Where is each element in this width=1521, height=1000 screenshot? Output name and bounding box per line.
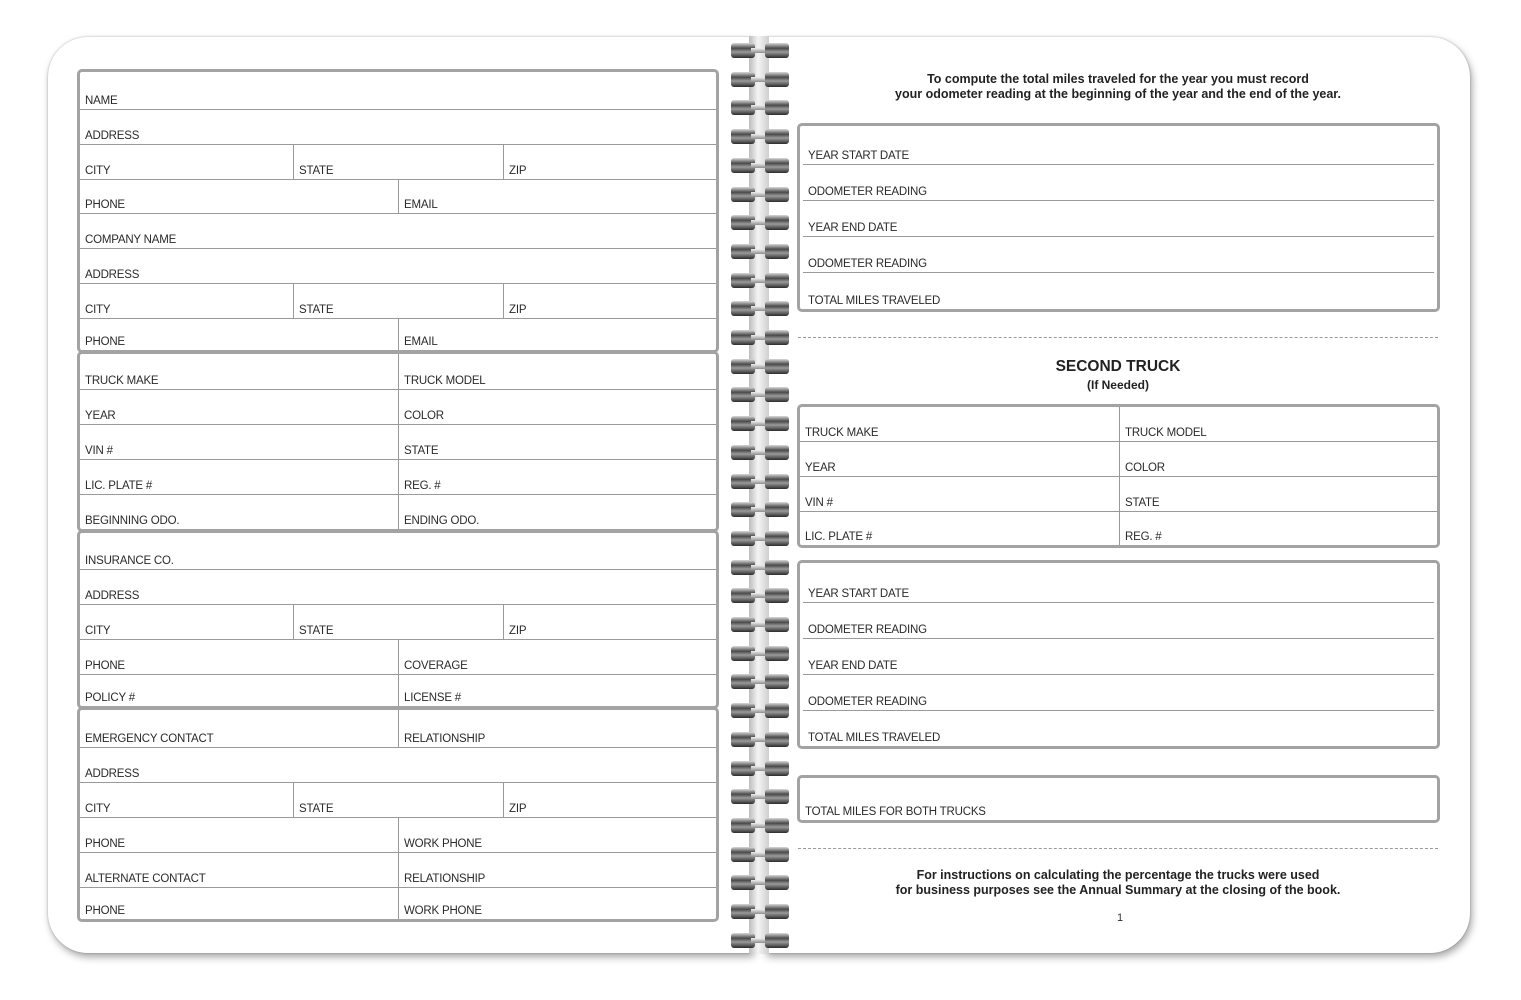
truck-state-field[interactable] [398, 425, 716, 459]
second-plate-reg-row [800, 512, 1437, 545]
work-phone-label: WORK PHONE [404, 838, 482, 850]
intro-note-line2: your odometer reading at the beginning of the year and the end of the year. [895, 87, 1341, 101]
spiral-coil [731, 904, 789, 919]
spiral-coil [731, 560, 789, 575]
spiral-coil [731, 933, 789, 948]
year-field[interactable] [80, 390, 398, 424]
license-field[interactable] [398, 675, 716, 706]
city-state-zip-row [80, 145, 716, 180]
insurance-city-field[interactable] [80, 605, 293, 639]
intro-note [798, 72, 1438, 102]
beginning-odo-label: BEGINNING ODO. [85, 515, 180, 527]
emergency-city-state-zip-row [80, 783, 716, 818]
first-year-end-row [803, 201, 1434, 237]
spiral-coil [731, 617, 789, 632]
alt-phone-row [80, 888, 716, 919]
second-year-color-row [800, 442, 1437, 477]
truck-info-box [77, 351, 719, 532]
first-year-end-label: YEAR END DATE [808, 222, 898, 234]
second-total-miles-label: TOTAL MILES TRAVELED [808, 732, 941, 744]
company-phone-email-row [80, 319, 716, 350]
truck-make-field[interactable] [80, 354, 398, 389]
spiral-coil [731, 244, 789, 259]
company-name-label: COMPANY NAME [85, 234, 177, 246]
alt-phone-field[interactable] [80, 888, 398, 919]
second-state-label: STATE [1125, 497, 1160, 509]
spiral-coil [731, 847, 789, 862]
emergency-contact-label: EMERGENCY CONTACT [85, 733, 214, 745]
insurance-info-box [77, 530, 719, 709]
emergency-address-field[interactable] [80, 748, 716, 782]
second-year-end-label: YEAR END DATE [808, 660, 898, 672]
coverage-label: COVERAGE [404, 660, 468, 672]
footer-note [798, 868, 1438, 898]
second-odometer-reading-field-2[interactable] [803, 675, 1434, 710]
total-both-field[interactable] [800, 778, 1437, 820]
first-year-start-row [803, 126, 1434, 165]
insurance-city-label: CITY [85, 625, 111, 637]
first-odometer-reading-field-2[interactable] [803, 237, 1434, 272]
total-both-row [800, 778, 1437, 820]
company-email-label: EMAIL [404, 336, 438, 348]
insurance-zip-field[interactable] [503, 605, 716, 639]
second-truck-subheading: (If Needed) [1086, 378, 1149, 392]
company-zip-field[interactable] [503, 284, 716, 318]
policy-label: POLICY # [85, 692, 135, 704]
company-address-field[interactable] [80, 249, 716, 283]
email-field[interactable] [398, 180, 716, 213]
spiral-coil [731, 789, 789, 804]
spiral-coil [731, 158, 789, 173]
color-field[interactable] [398, 390, 716, 424]
email-label: EMAIL [404, 199, 438, 211]
spiral-coil [731, 445, 789, 460]
emergency-contact-box [77, 707, 719, 922]
emergency-phone-label: PHONE [85, 838, 125, 850]
second-lic-plate-field[interactable] [800, 512, 1119, 545]
spiral-coil [731, 818, 789, 833]
alt-phone-label: PHONE [85, 905, 125, 917]
company-city-state-zip-row [80, 284, 716, 319]
first-odometer-reading-field-1[interactable] [803, 165, 1434, 200]
first-odometer-reading-label-1: ODOMETER READING [808, 186, 927, 198]
reg-field[interactable] [398, 460, 716, 494]
second-total-miles-field[interactable] [803, 711, 1434, 746]
total-both-box [797, 775, 1440, 823]
divider-dashed-2 [798, 848, 1438, 849]
work-phone-field[interactable] [398, 818, 716, 852]
lic-plate-field[interactable] [80, 460, 398, 494]
first-year-end-field[interactable] [803, 201, 1434, 236]
plate-reg-row [80, 460, 716, 495]
alt-work-phone-label: WORK PHONE [404, 905, 482, 917]
first-odometer-box [797, 123, 1440, 312]
truck-model-label: TRUCK MODEL [404, 375, 486, 387]
city-label: CITY [85, 165, 111, 177]
phone-field[interactable] [80, 180, 398, 213]
company-address-label: ADDRESS [85, 269, 140, 281]
company-phone-field[interactable] [80, 319, 398, 350]
spiral-coil [731, 301, 789, 316]
second-odometer-reading-row-1 [803, 603, 1434, 639]
insurance-zip-label: ZIP [509, 625, 527, 637]
second-vin-label: VIN # [805, 497, 833, 509]
insurance-co-row [80, 533, 716, 570]
vin-state-row [80, 425, 716, 460]
ending-odo-field[interactable] [398, 495, 716, 529]
emergency-state-field[interactable] [293, 783, 503, 817]
second-odometer-reading-field-1[interactable] [803, 603, 1434, 638]
spiral-coil [731, 129, 789, 144]
spiral-coil [731, 187, 789, 202]
insurance-state-field[interactable] [293, 605, 503, 639]
spiral-coil [731, 875, 789, 890]
name-label: NAME [85, 95, 118, 107]
first-total-miles-row [803, 273, 1434, 309]
truck-state-label: STATE [404, 445, 439, 457]
zip-label: ZIP [509, 165, 527, 177]
spiral-coil [731, 330, 789, 345]
year-label: YEAR [85, 410, 116, 422]
insurance-state-label: STATE [299, 625, 334, 637]
second-truck-model-field[interactable] [1119, 407, 1437, 441]
emergency-address-row [80, 748, 716, 783]
insurance-address-field[interactable] [80, 570, 716, 604]
ending-odo-label: ENDING ODO. [404, 515, 480, 527]
emergency-zip-label: ZIP [509, 803, 527, 815]
footer-note-line2: for business purposes see the Annual Summary at the closing of the book. [895, 883, 1341, 897]
phone-label: PHONE [85, 199, 125, 211]
alt-work-phone-field[interactable] [398, 888, 716, 919]
beginning-odo-field[interactable] [80, 495, 398, 529]
spiral-coil [731, 359, 789, 374]
second-odometer-reading-label-2: ODOMETER READING [808, 696, 927, 708]
relationship-field[interactable] [398, 710, 716, 747]
insurance-city-state-zip-row [80, 605, 716, 640]
insurance-co-field[interactable] [80, 533, 716, 569]
footer-note-line1: For instructions on calculating the percentage the trucks were used [916, 868, 1320, 882]
first-year-start-label: YEAR START DATE [808, 150, 909, 162]
address-row [80, 110, 716, 145]
phone-email-row [80, 180, 716, 214]
address-label: ADDRESS [85, 130, 140, 142]
second-color-field[interactable] [1119, 442, 1437, 476]
second-vin-state-row [800, 477, 1437, 512]
policy-license-row [80, 675, 716, 706]
insurance-address-label: ADDRESS [85, 590, 140, 602]
first-odometer-reading-label-2: ODOMETER READING [808, 258, 927, 270]
first-total-miles-field[interactable] [803, 273, 1434, 309]
odo-row [80, 495, 716, 529]
second-reg-label: REG. # [1125, 531, 1162, 543]
spiral-coil [731, 732, 789, 747]
spiral-coil [731, 273, 789, 288]
second-total-miles-row [803, 711, 1434, 746]
truck-make-model-row [80, 354, 716, 390]
company-phone-label: PHONE [85, 336, 125, 348]
policy-field[interactable] [80, 675, 398, 706]
insurance-phone-field[interactable] [80, 640, 398, 674]
second-year-start-label: YEAR START DATE [808, 588, 909, 600]
insurance-address-row [80, 570, 716, 605]
spiral-coil [731, 674, 789, 689]
spiral-coil [731, 761, 789, 776]
emergency-phone-row [80, 818, 716, 853]
state-field[interactable] [293, 145, 503, 179]
emergency-zip-field[interactable] [503, 783, 716, 817]
total-both-label: TOTAL MILES FOR BOTH TRUCKS [805, 806, 986, 818]
second-year-label: YEAR [805, 462, 836, 474]
spiral-coil [731, 502, 789, 517]
company-city-field[interactable] [80, 284, 293, 318]
spiral-coil [731, 588, 789, 603]
second-truck-make-label: TRUCK MAKE [805, 427, 879, 439]
second-color-label: COLOR [1125, 462, 1165, 474]
company-email-field[interactable] [398, 319, 716, 350]
second-truck-heading: SECOND TRUCK [1055, 358, 1181, 375]
spiral-coil [731, 72, 789, 87]
name-row [80, 72, 716, 110]
alternate-contact-row [80, 853, 716, 888]
coverage-field[interactable] [398, 640, 716, 674]
spiral-spine [749, 36, 769, 954]
second-truck-make-model-row [800, 407, 1437, 442]
alternate-contact-field[interactable] [80, 853, 398, 887]
truck-make-label: TRUCK MAKE [85, 375, 159, 387]
spiral-coil [731, 100, 789, 115]
second-truck-make-field[interactable] [800, 407, 1119, 441]
first-year-start-field[interactable] [803, 126, 1434, 164]
company-state-label: STATE [299, 304, 334, 316]
spiral-coil [731, 646, 789, 661]
emergency-city-field[interactable] [80, 783, 293, 817]
alternate-contact-label: ALTERNATE CONTACT [85, 873, 206, 885]
second-year-end-row [803, 639, 1434, 675]
first-odometer-reading-row-2 [803, 237, 1434, 273]
second-odometer-box [797, 560, 1440, 749]
emergency-phone-field[interactable] [80, 818, 398, 852]
state-label: STATE [299, 165, 334, 177]
emergency-state-label: STATE [299, 803, 334, 815]
relationship-label: RELATIONSHIP [404, 733, 486, 745]
page-number: 1 [1116, 912, 1124, 924]
company-city-label: CITY [85, 304, 111, 316]
alt-relationship-field[interactable] [398, 853, 716, 887]
second-truck-box [797, 404, 1440, 548]
second-reg-field[interactable] [1119, 512, 1437, 545]
insurance-co-label: INSURANCE CO. [85, 555, 174, 567]
insurance-phone-coverage-row [80, 640, 716, 675]
owner-info-box [77, 69, 719, 353]
license-label: LICENSE # [404, 692, 462, 704]
emergency-contact-field[interactable] [80, 710, 398, 747]
spiral-coil [731, 531, 789, 546]
year-color-row [80, 390, 716, 425]
second-year-end-field[interactable] [803, 639, 1434, 674]
company-state-field[interactable] [293, 284, 503, 318]
insurance-phone-label: PHONE [85, 660, 125, 672]
emergency-address-label: ADDRESS [85, 768, 140, 780]
lic-plate-label: LIC. PLATE # [85, 480, 153, 492]
company-address-row [80, 249, 716, 284]
second-odometer-reading-label-1: ODOMETER READING [808, 624, 927, 636]
spiral-coil [731, 387, 789, 402]
spiral-coil [731, 416, 789, 431]
intro-note-line1: To compute the total miles traveled for the year you must record [927, 72, 1309, 86]
spiral-coil [731, 474, 789, 489]
spiral-coil [731, 703, 789, 718]
company-name-row [80, 214, 716, 249]
zip-field[interactable] [503, 145, 716, 179]
spiral-coil [731, 43, 789, 58]
vin-label: VIN # [85, 445, 113, 457]
vin-field[interactable] [80, 425, 398, 459]
color-label: COLOR [404, 410, 444, 422]
emergency-city-label: CITY [85, 803, 111, 815]
second-vin-field[interactable] [800, 477, 1119, 511]
second-truck-model-label: TRUCK MODEL [1125, 427, 1207, 439]
divider-dashed-1 [798, 337, 1438, 338]
second-year-start-row [803, 563, 1434, 603]
second-odometer-reading-row-2 [803, 675, 1434, 711]
first-total-miles-label: TOTAL MILES TRAVELED [808, 295, 941, 307]
first-odometer-reading-row-1 [803, 165, 1434, 201]
address-field[interactable] [80, 110, 716, 144]
second-year-start-field[interactable] [803, 563, 1434, 602]
second-state-field[interactable] [1119, 477, 1437, 511]
name-field[interactable] [80, 72, 716, 109]
reg-label: REG. # [404, 480, 441, 492]
alt-relationship-label: RELATIONSHIP [404, 873, 486, 885]
second-lic-plate-label: LIC. PLATE # [805, 531, 873, 543]
emergency-contact-row [80, 710, 716, 748]
truck-model-field[interactable] [398, 354, 716, 389]
company-zip-label: ZIP [509, 304, 527, 316]
spiral-coil [731, 215, 789, 230]
second-year-field[interactable] [800, 442, 1119, 476]
company-name-field[interactable] [80, 214, 716, 248]
city-field[interactable] [80, 145, 293, 179]
